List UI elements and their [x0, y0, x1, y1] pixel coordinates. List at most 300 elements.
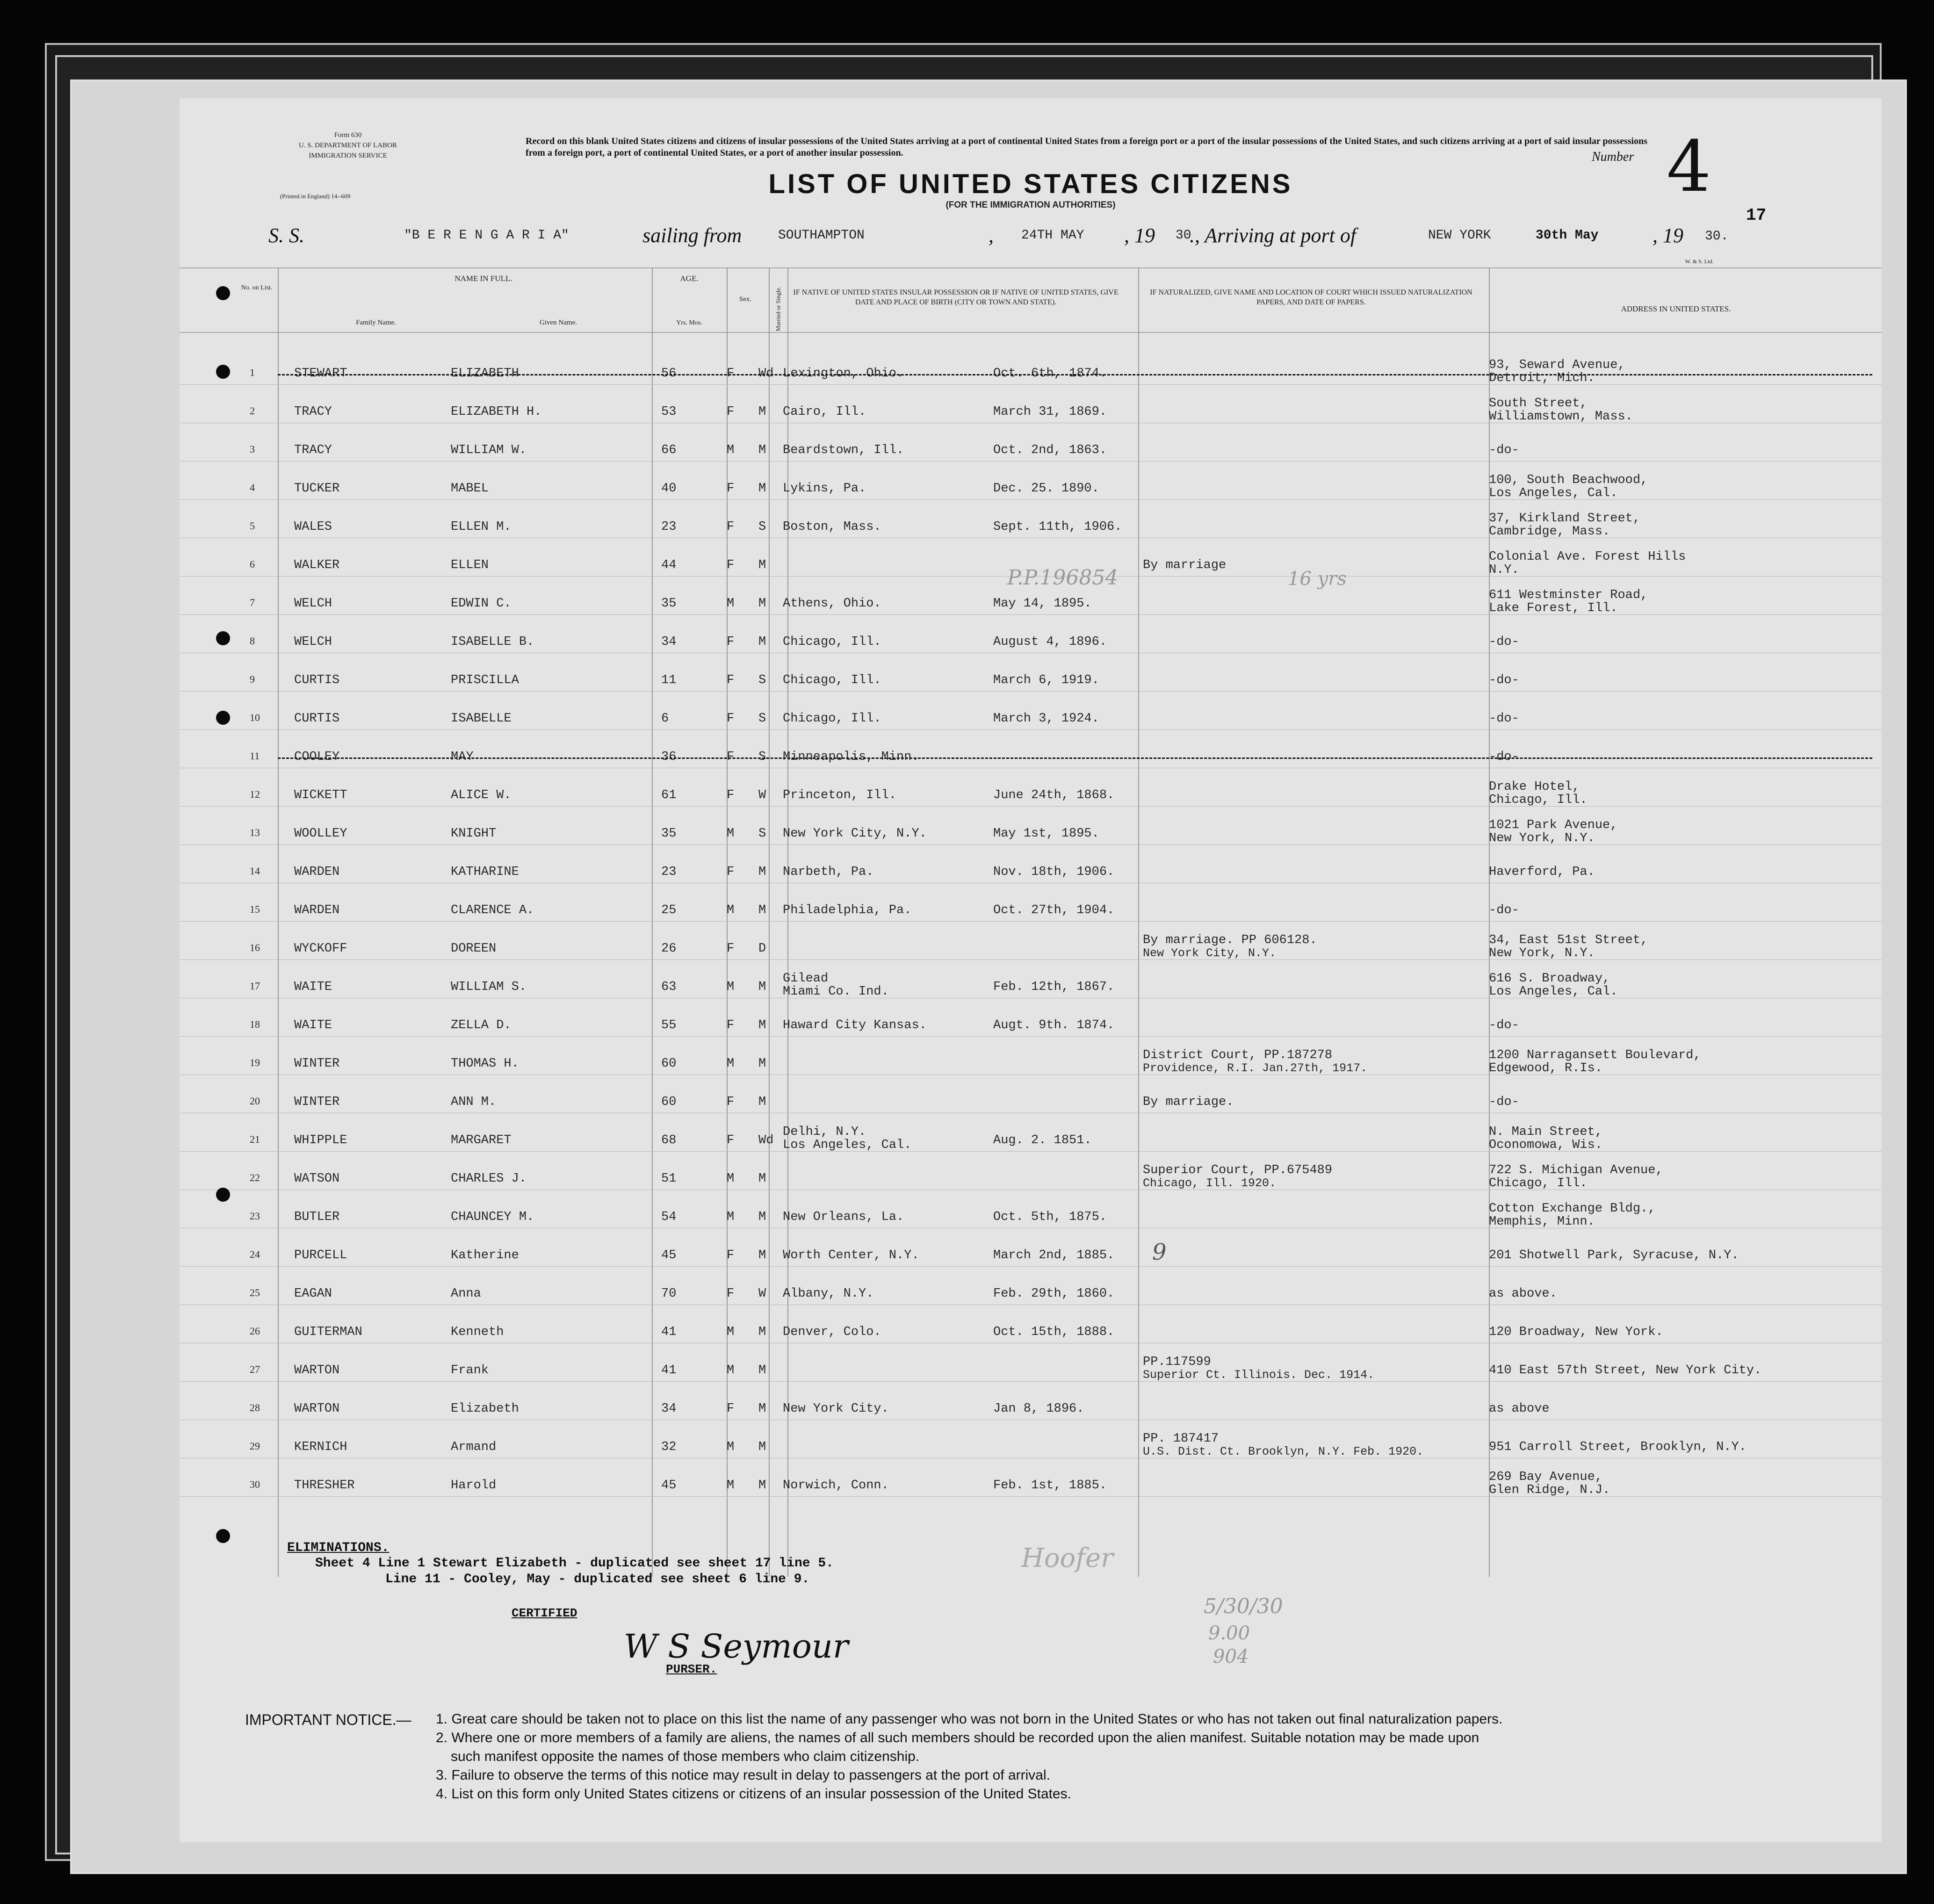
- notice-item-4: 4. List on this form only United States citizens or citizens of an insular possession of the United States.: [436, 1786, 1072, 1802]
- cell-given: Katherine: [451, 1248, 519, 1262]
- cell-date: May 14, 1895.: [993, 597, 1092, 611]
- eliminations-line-2: Line 11 - Cooley, May - duplicated see sheet 6 line 9.: [385, 1572, 810, 1587]
- col-birth: IF NATIVE OF UNITED STATES INSULAR POSSESSION OR IF NATIVE OF UNITED STATES, GIVE DATE AND PLACE OF BIRTH (CITY OR TOWN AND STATE).: [793, 288, 1119, 306]
- cell-ms: M: [758, 865, 766, 879]
- cell-ms: Wd: [758, 367, 774, 381]
- form-number: Form 630: [334, 131, 362, 139]
- cell-date: Nov. 18th, 1906.: [993, 865, 1115, 879]
- col-rule: [1138, 267, 1139, 1577]
- cell-given: CHAUNCEY M.: [451, 1210, 534, 1224]
- cell-ms: M: [758, 1478, 766, 1493]
- cell-date: May 1st, 1895.: [993, 827, 1099, 841]
- cell-sex: F: [727, 482, 735, 496]
- cell-nat: PP.117599: [1143, 1355, 1211, 1369]
- col-married: Married or Single.: [774, 286, 782, 332]
- cell-no: 9: [250, 673, 255, 685]
- cell-addr1: Colonial Ave. Forest Hills: [1489, 550, 1686, 564]
- cell-age: 54: [661, 1210, 677, 1224]
- cell-age: 25: [661, 903, 677, 917]
- cell-place: Minneapolis, Minn.: [783, 750, 919, 764]
- cell-addr1: -do-: [1489, 635, 1519, 649]
- cell-no: 19: [250, 1057, 260, 1068]
- cell-sex: M: [727, 903, 735, 917]
- cell-family: STEWART: [294, 367, 347, 381]
- cell-given: KATHARINE: [451, 865, 519, 879]
- cell-ms: M: [758, 1057, 766, 1071]
- cell-addr2: Cambridge, Mass.: [1489, 525, 1610, 539]
- cell-sex: M: [727, 1210, 735, 1224]
- cell-addr1: -do-: [1489, 1018, 1519, 1032]
- cell-family: WAITE: [294, 1018, 332, 1032]
- ss-label: S. S.: [268, 224, 304, 247]
- col-age: AGE.: [680, 274, 699, 283]
- cell-family: WYCKOFF: [294, 942, 347, 956]
- cell-family: BUTLER: [294, 1210, 340, 1224]
- col-rule: [727, 267, 728, 1577]
- cell-date: Aug. 2. 1851.: [993, 1133, 1092, 1147]
- cell-no: 3: [250, 443, 255, 455]
- cell-nat: By marriage: [1143, 558, 1227, 572]
- sheet-number: 4: [1667, 126, 1711, 208]
- handwritten-note: 9: [1152, 1239, 1167, 1265]
- cell-family: WINTER: [294, 1095, 340, 1109]
- cell-ms: M: [758, 1248, 766, 1262]
- cell-no: 12: [250, 788, 260, 800]
- cell-addr1: 1200 Narragansett Boulevard,: [1489, 1048, 1701, 1062]
- cell-ms: M: [758, 405, 766, 419]
- cell-given: ISABELLE B.: [451, 635, 534, 649]
- cell-family: WARDEN: [294, 865, 340, 879]
- cell-addr1: South Street,: [1489, 397, 1588, 411]
- department: U. S. DEPARTMENT OF LABOR: [299, 142, 397, 149]
- cell-sex: F: [727, 942, 735, 956]
- manifest-sheet: [180, 98, 1882, 1842]
- cell-addr1: as above: [1489, 1402, 1550, 1416]
- punch-hole: [216, 711, 230, 725]
- cell-addr2: Chicago, Ill.: [1489, 1176, 1588, 1190]
- cell-age: 60: [661, 1057, 677, 1071]
- col-rule: [652, 267, 653, 1577]
- printed-note: (Printed in England) 14--609: [280, 193, 351, 200]
- cell-family: WARDEN: [294, 903, 340, 917]
- cell-ms: M: [758, 1210, 766, 1224]
- cell-place: Beardstown, Ill.: [783, 443, 904, 457]
- cell-no: 15: [250, 903, 260, 915]
- punch-hole: [216, 365, 230, 379]
- cell-family: WAITE: [294, 980, 332, 994]
- cell-place: Albany, N.Y.: [783, 1287, 874, 1301]
- cell-age: 63: [661, 980, 677, 994]
- cell-age: 36: [661, 750, 677, 764]
- cell-given: MARGARET: [451, 1133, 512, 1147]
- cell-place: Princeton, Ill.: [783, 788, 897, 802]
- row-rule: [180, 691, 1882, 692]
- cell-nat2: New York City, N.Y.: [1143, 946, 1277, 960]
- cell-no: 25: [250, 1287, 260, 1298]
- cell-place: Gilead: [783, 972, 829, 986]
- cell-given: WILLIAM W.: [451, 443, 527, 457]
- cell-sex: F: [727, 673, 735, 687]
- cell-no: 8: [250, 635, 255, 647]
- cell-no: 30: [250, 1478, 260, 1490]
- cell-ms: S: [758, 827, 766, 841]
- cell-family: TRACY: [294, 443, 332, 457]
- notice-item-3: 3. Failure to observe the terms of this notice may result in delay to passengers at the port of arrival.: [436, 1767, 1050, 1783]
- record-instructions: Record on this blank United States citizens and citizens of insular possessions of the United States arriving at a port of continental United States from a foreign port or a port of the insular possessions of the United States, and such citizens arriving at a port of said insular possessions from a foreign port, a port of continental United States, or a port of another insular possession.: [526, 136, 1647, 158]
- cell-ms: M: [758, 1402, 766, 1416]
- cell-date: March 6, 1919.: [993, 673, 1099, 687]
- cell-place: Philadelphia, Pa.: [783, 903, 912, 917]
- cell-no: 26: [250, 1325, 260, 1337]
- cell-place: Athens, Ohio.: [783, 597, 881, 611]
- cell-addr2: Los Angeles, Cal.: [1489, 985, 1618, 999]
- cell-ms: D: [758, 942, 766, 956]
- cell-addr2: Memphis, Minn.: [1489, 1215, 1595, 1229]
- cell-family: THRESHER: [294, 1478, 355, 1493]
- cell-date: June 24th, 1868.: [993, 788, 1115, 802]
- cell-sex: F: [727, 635, 735, 649]
- number-label: Number: [1592, 150, 1634, 164]
- handwritten-note: P.P.196854: [1007, 566, 1119, 590]
- cell-place: Narbeth, Pa.: [783, 865, 874, 879]
- cell-date: August 4, 1896.: [993, 635, 1107, 649]
- cell-addr1: 34, East 51st Street,: [1489, 933, 1648, 947]
- cell-date: March 2nd, 1885.: [993, 1248, 1115, 1262]
- cell-family: GUITERMAN: [294, 1325, 362, 1339]
- cell-addr1: -do-: [1489, 903, 1519, 917]
- col-address: ADDRESS IN UNITED STATES.: [1621, 304, 1731, 313]
- handwritten-note: 9.00: [1208, 1623, 1250, 1644]
- col-rule: [769, 267, 770, 1577]
- cell-given: Harold: [451, 1478, 497, 1493]
- cell-age: 53: [661, 405, 677, 419]
- row-rule: [180, 959, 1882, 960]
- cell-no: 21: [250, 1133, 260, 1145]
- cell-date: Augt. 9th. 1874.: [993, 1018, 1115, 1032]
- col-given-name: Given Name.: [540, 319, 577, 326]
- cell-sex: M: [727, 827, 735, 841]
- cell-family: WOOLLEY: [294, 827, 347, 841]
- col-rule: [787, 267, 788, 1577]
- cell-date: Oct. 6th, 1874.: [993, 367, 1107, 381]
- cell-date: March 3, 1924.: [993, 712, 1099, 726]
- cell-addr1: 1021 Park Avenue,: [1489, 818, 1618, 832]
- cell-age: 60: [661, 1095, 677, 1109]
- cell-no: 2: [250, 405, 255, 417]
- service: IMMIGRATION SERVICE: [309, 152, 387, 159]
- certified-label: CERTIFIED: [512, 1606, 577, 1620]
- cell-place: New York City.: [783, 1402, 889, 1416]
- row-rule: [180, 1151, 1882, 1152]
- cell-no: 1: [250, 367, 255, 378]
- cell-ms: M: [758, 1363, 766, 1378]
- cell-age: 55: [661, 1018, 677, 1032]
- col-no: No. on List.: [241, 284, 273, 291]
- printer-mark: W. & S. Ltd.: [1685, 258, 1714, 265]
- cell-ms: W: [758, 1287, 766, 1301]
- cell-age: 61: [661, 788, 677, 802]
- cell-family: WHIPPLE: [294, 1133, 347, 1147]
- cell-place: Chicago, Ill.: [783, 635, 881, 649]
- cell-no: 5: [250, 520, 255, 532]
- cell-no: 13: [250, 827, 260, 838]
- purser-signature: W S Seymour: [624, 1627, 849, 1666]
- cell-addr1: Cotton Exchange Bldg.,: [1489, 1202, 1656, 1216]
- cell-addr2: New York, N.Y.: [1489, 831, 1595, 845]
- cell-date: Oct. 27th, 1904.: [993, 903, 1115, 917]
- cell-family: WARTON: [294, 1363, 340, 1378]
- cell-sex: F: [727, 367, 735, 381]
- cell-no: 4: [250, 482, 255, 493]
- cell-place2: Miami Co. Ind.: [783, 985, 889, 999]
- punch-hole: [216, 631, 230, 645]
- row-rule: [180, 499, 1882, 500]
- cell-family: CURTIS: [294, 712, 340, 726]
- cell-date: Feb. 1st, 1885.: [993, 1478, 1107, 1493]
- cell-place: Denver, Colo.: [783, 1325, 881, 1339]
- cell-age: 23: [661, 865, 677, 879]
- cell-no: 6: [250, 558, 255, 570]
- cell-sex: F: [727, 750, 735, 764]
- cell-sex: F: [727, 520, 735, 534]
- cell-family: PURCELL: [294, 1248, 347, 1262]
- cell-age: 32: [661, 1440, 677, 1454]
- notice-item-2: 2. Where one or more members of a family are aliens, the names of all such members should be recorded upon the alien manifest. Suitable notation may be made upon: [436, 1730, 1479, 1745]
- cell-addr2: Oconomowa, Wis.: [1489, 1138, 1603, 1152]
- cell-sex: F: [727, 788, 735, 802]
- col-sex: Sex.: [739, 296, 752, 303]
- row-rule: [180, 1036, 1882, 1037]
- cell-place: Delhi, N.Y.: [783, 1125, 866, 1139]
- cell-ms: M: [758, 443, 766, 457]
- col-family-name: Family Name.: [356, 319, 396, 326]
- cell-family: TRACY: [294, 405, 332, 419]
- cell-age: 35: [661, 597, 677, 611]
- cell-nat2: Superior Ct. Illinois. Dec. 1914.: [1143, 1368, 1375, 1382]
- cell-ms: M: [758, 1440, 766, 1454]
- cell-addr1: -do-: [1489, 712, 1519, 726]
- cell-given: ELIZABETH H.: [451, 405, 542, 419]
- cell-given: CLARENCE A.: [451, 903, 534, 917]
- cell-given: WILLIAM S.: [451, 980, 527, 994]
- cell-addr1: 611 Westminster Road,: [1489, 588, 1648, 602]
- cell-sex: F: [727, 1133, 735, 1147]
- cell-given: Frank: [451, 1363, 489, 1378]
- cell-sex: M: [727, 443, 735, 457]
- cell-addr2: Detroit, Mich.: [1489, 371, 1595, 385]
- cell-nat2: Providence, R.I. Jan.27th, 1917.: [1143, 1061, 1368, 1075]
- cell-age: 56: [661, 367, 677, 381]
- cell-given: ELLEN: [451, 558, 489, 572]
- page-subtitle: (FOR THE IMMIGRATION AUTHORITIES): [945, 200, 1116, 210]
- cell-addr2: Williamstown, Mass.: [1489, 410, 1633, 424]
- col-name-in-full: NAME IN FULL.: [455, 274, 512, 283]
- cell-age: 66: [661, 443, 677, 457]
- cell-family: CURTIS: [294, 673, 340, 687]
- cell-date: Oct. 15th, 1888.: [993, 1325, 1115, 1339]
- cell-ms: M: [758, 1095, 766, 1109]
- cell-sex: M: [727, 1172, 735, 1186]
- cell-given: Armand: [451, 1440, 497, 1454]
- cell-no: 28: [250, 1402, 260, 1414]
- cell-ms: M: [758, 1325, 766, 1339]
- year-prefix: , 19: [1124, 224, 1155, 247]
- cell-sex: F: [727, 1402, 735, 1416]
- cell-no: 20: [250, 1095, 260, 1107]
- cell-no: 10: [250, 712, 260, 723]
- cell-no: 16: [250, 942, 260, 953]
- cell-age: 41: [661, 1325, 677, 1339]
- cell-ms: Wd: [758, 1133, 774, 1147]
- cell-no: 29: [250, 1440, 260, 1452]
- cell-addr2: Chicago, Ill.: [1489, 793, 1588, 807]
- year-sail: 30: [1176, 228, 1191, 243]
- cell-ms: M: [758, 980, 766, 994]
- cell-family: WALES: [294, 520, 332, 534]
- cell-date: March 31, 1869.: [993, 405, 1107, 419]
- cell-family: COOLEY: [294, 750, 340, 764]
- row-rule: [180, 806, 1882, 807]
- cell-given: MABEL: [451, 482, 489, 496]
- cell-family: WALKER: [294, 558, 340, 572]
- cell-age: 6: [661, 712, 669, 726]
- cell-given: ALICE W.: [451, 788, 512, 802]
- year-arrive-prefix: , 19: [1653, 224, 1683, 247]
- cell-given: ELLEN M.: [451, 520, 512, 534]
- row-rule: [180, 1266, 1882, 1267]
- cell-age: 45: [661, 1478, 677, 1493]
- cell-place: Worth Center, N.Y.: [783, 1248, 919, 1262]
- cell-sex: F: [727, 865, 735, 879]
- cell-addr1: Drake Hotel,: [1489, 780, 1580, 794]
- cell-sex: M: [727, 1325, 735, 1339]
- handwritten-note: 5/30/30: [1204, 1594, 1283, 1618]
- cell-date: Feb. 29th, 1860.: [993, 1287, 1115, 1301]
- col-rule: [278, 267, 279, 1577]
- cell-no: 24: [250, 1248, 260, 1260]
- cell-family: WATSON: [294, 1172, 340, 1186]
- cell-age: 68: [661, 1133, 677, 1147]
- cell-sex: F: [727, 712, 735, 726]
- cell-nat: Superior Court, PP.675489: [1143, 1163, 1333, 1177]
- date-arrive: 30th May: [1536, 228, 1599, 243]
- cell-ms: S: [758, 750, 766, 764]
- cell-addr1: 951 Carroll Street, Brooklyn, N.Y.: [1489, 1440, 1746, 1454]
- cell-addr1: 410 East 57th Street, New York City.: [1489, 1363, 1762, 1378]
- cell-given: Kenneth: [451, 1325, 504, 1339]
- cell-family: WELCH: [294, 597, 332, 611]
- cell-addr1: 37, Kirkland Street,: [1489, 512, 1641, 526]
- cell-addr1: Haverford, Pa.: [1489, 865, 1595, 879]
- cell-given: ZELLA D.: [451, 1018, 512, 1032]
- cell-sex: F: [727, 405, 735, 419]
- page-title: LIST OF UNITED STATES CITIZENS: [768, 169, 1293, 199]
- cell-given: KNIGHT: [451, 827, 497, 841]
- cell-age: 34: [661, 635, 677, 649]
- cell-place: Boston, Mass.: [783, 520, 881, 534]
- cell-place: Lexington, Ohio.: [783, 367, 904, 381]
- cell-addr1: 93, Seward Avenue,: [1489, 358, 1625, 372]
- cell-nat2: U.S. Dist. Ct. Brooklyn, N.Y. Feb. 1920.: [1143, 1445, 1424, 1458]
- handwritten-note: Hoofer: [1021, 1543, 1113, 1573]
- cell-sex: M: [727, 980, 735, 994]
- port-to: NEW YORK: [1428, 228, 1491, 243]
- cell-addr2: New York, N.Y.: [1489, 946, 1595, 960]
- cell-place: Norwich, Conn.: [783, 1478, 889, 1493]
- strikethrough-line: [278, 757, 1872, 760]
- port-from: SOUTHAMPTON: [778, 228, 865, 243]
- header-rule-bottom: [180, 332, 1882, 333]
- cell-no: 14: [250, 865, 260, 877]
- cell-no: 17: [250, 980, 260, 992]
- cell-given: DOREEN: [451, 942, 497, 956]
- row-rule: [180, 461, 1882, 462]
- cell-given: ELIZABETH: [451, 367, 519, 381]
- row-rule: [180, 729, 1882, 730]
- cell-addr1: N. Main Street,: [1489, 1125, 1603, 1139]
- cell-addr1: 722 S. Michigan Avenue,: [1489, 1163, 1663, 1177]
- cell-addr1: 201 Shotwell Park, Syracuse, N.Y.: [1489, 1248, 1739, 1262]
- row-rule: [180, 384, 1882, 385]
- cell-place: New York City, N.Y.: [783, 827, 927, 841]
- cell-no: 23: [250, 1210, 260, 1222]
- strikethrough-line: [278, 374, 1872, 377]
- handwritten-note: 904: [1213, 1646, 1249, 1667]
- cell-age: 40: [661, 482, 677, 496]
- cell-addr2: Los Angeles, Cal.: [1489, 486, 1618, 500]
- punch-hole: [216, 1529, 230, 1543]
- cell-addr1: 120 Broadway, New York.: [1489, 1325, 1663, 1339]
- cell-no: 27: [250, 1363, 260, 1375]
- cell-addr2: Glen Ridge, N.J.: [1489, 1483, 1610, 1497]
- cell-nat: PP. 187417: [1143, 1432, 1219, 1446]
- col-naturalized: IF NATURALIZED, GIVE NAME AND LOCATION OF COURT WHICH ISSUED NATURALIZATION PAPERS, AND DATE OF PAPERS.: [1150, 288, 1472, 306]
- comma: ,: [989, 224, 994, 247]
- col-rule: [1489, 267, 1490, 1577]
- page-number: 17: [1746, 206, 1767, 225]
- cell-given: CHARLES J.: [451, 1172, 527, 1186]
- cell-given: Anna: [451, 1287, 481, 1301]
- cell-addr1: -do-: [1489, 443, 1519, 457]
- cell-place2: Los Angeles, Cal.: [783, 1138, 912, 1152]
- cell-addr2: Edgewood, R.Is.: [1489, 1061, 1603, 1075]
- eliminations-heading: ELIMINATIONS.: [287, 1541, 390, 1555]
- cell-ms: S: [758, 673, 766, 687]
- cell-place: Cairo, Ill.: [783, 405, 866, 419]
- header-rule-top: [180, 267, 1882, 268]
- year-arrive: 30.: [1705, 229, 1729, 244]
- handwritten-note: 16 yrs: [1288, 568, 1347, 590]
- date-sail: 24TH MAY: [1021, 228, 1084, 243]
- cell-ms: M: [758, 1172, 766, 1186]
- purser-label: PURSER.: [666, 1662, 717, 1676]
- cell-family: WINTER: [294, 1057, 340, 1071]
- cell-sex: F: [727, 1287, 735, 1301]
- cell-sex: F: [727, 1095, 735, 1109]
- cell-age: 45: [661, 1248, 677, 1262]
- punch-hole: [216, 1188, 230, 1202]
- cell-place: Lykins, Pa.: [783, 482, 866, 496]
- cell-given: THOMAS H.: [451, 1057, 519, 1071]
- cell-given: ISABELLE: [451, 712, 512, 726]
- cell-family: WARTON: [294, 1402, 340, 1416]
- cell-nat: By marriage. PP 606128.: [1143, 933, 1317, 947]
- cell-ms: M: [758, 597, 766, 611]
- cell-nat: District Court, PP.187278: [1143, 1048, 1333, 1062]
- ship-name: "B E R E N G A R I A": [404, 228, 569, 243]
- punch-hole: [216, 286, 230, 300]
- cell-given: Elizabeth: [451, 1402, 519, 1416]
